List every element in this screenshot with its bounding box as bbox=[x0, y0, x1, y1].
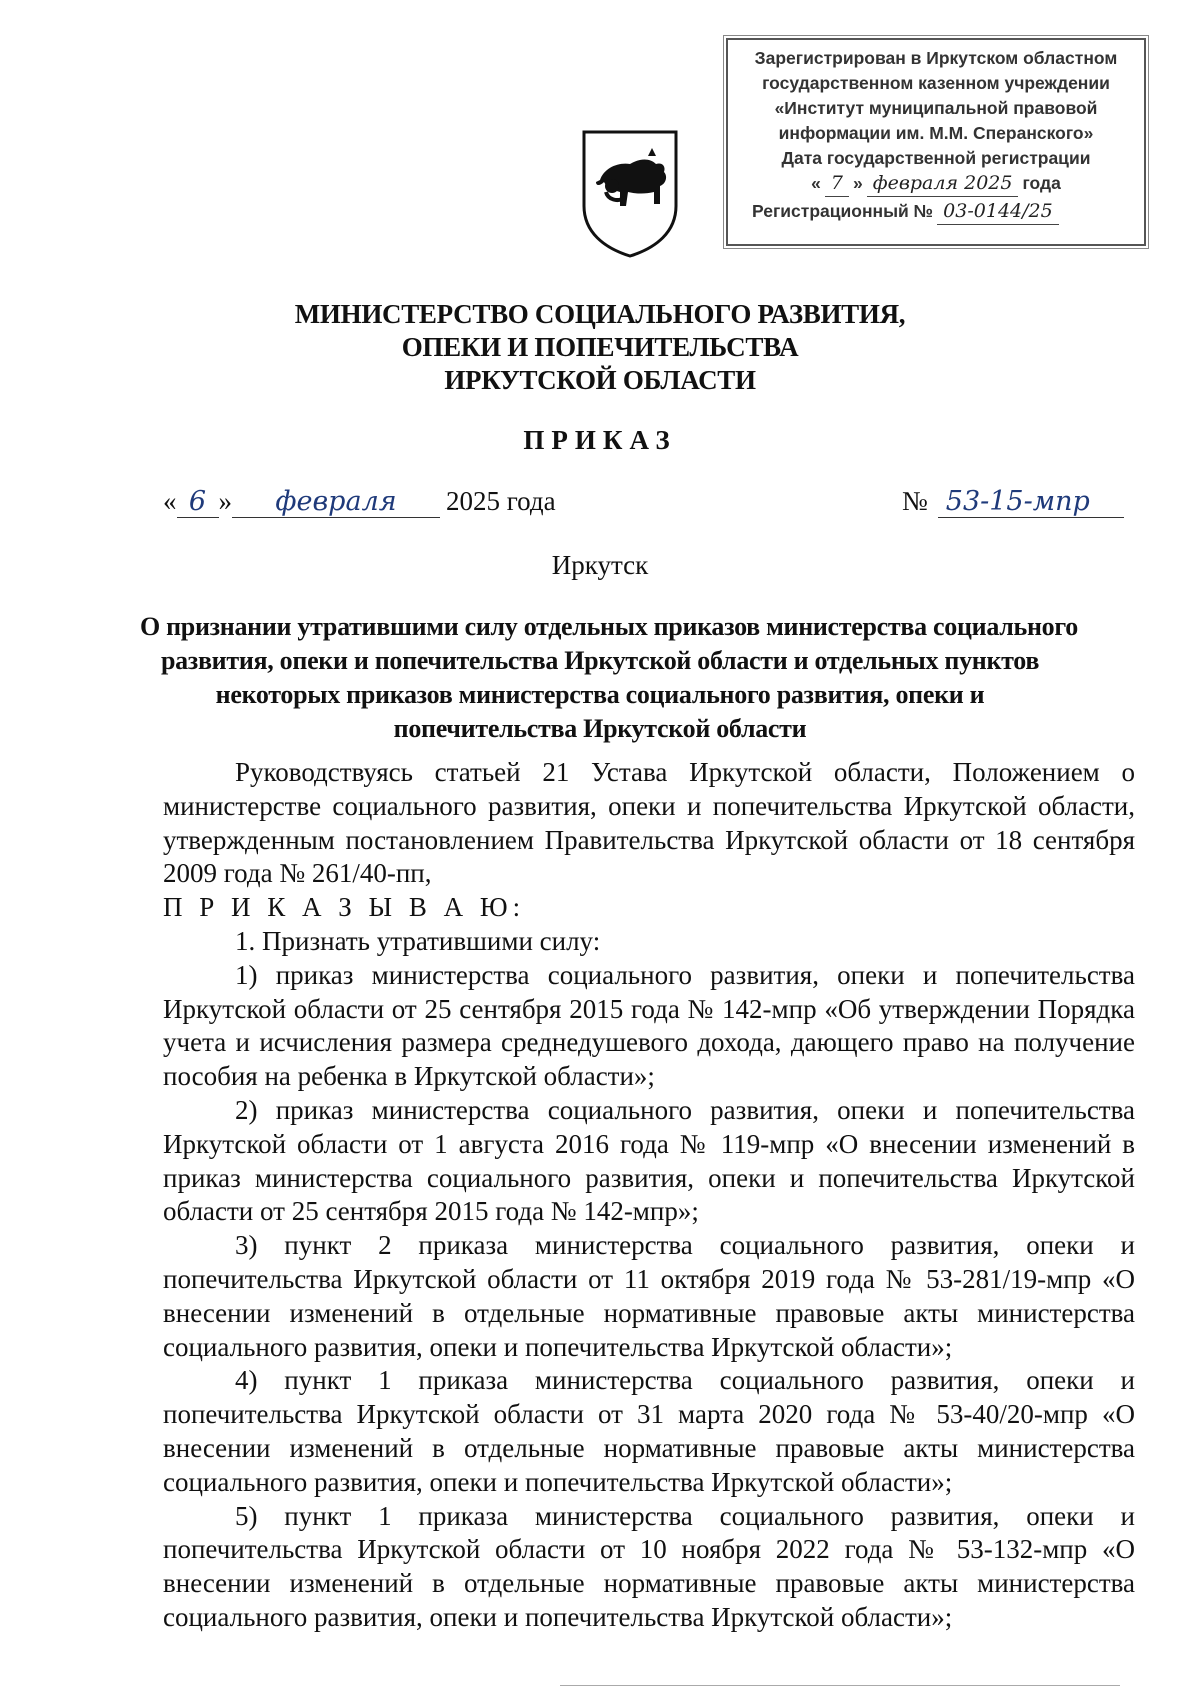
ministry-line-3: ИРКУТСКОЙ ОБЛАСТИ bbox=[444, 365, 756, 395]
stamp-date-row bbox=[728, 171, 1144, 197]
order-date bbox=[163, 486, 556, 518]
stamp-line-5: Дата государственной регистрации bbox=[781, 148, 1091, 168]
subject-line-1: О признании утратившими силу отдельных приказов министерства социального bbox=[140, 612, 1078, 641]
stamp-reg-row bbox=[728, 199, 1144, 225]
stamp-reg-label: Регистрационный № bbox=[752, 201, 934, 221]
stamp-date-year-label: года bbox=[1022, 173, 1061, 193]
item-1: 1. Признать утратившими силу: bbox=[235, 925, 601, 956]
subject-line-4: попечительства Иркутской области bbox=[393, 714, 807, 743]
date-year: 2025 года bbox=[446, 486, 556, 516]
stamp-line-3: «Институт муниципальной правовой bbox=[774, 98, 1098, 118]
order-title: ПРИКАЗ bbox=[523, 425, 677, 455]
stamp-date-mid: » bbox=[852, 173, 863, 193]
stamp-date-month-year: февраля 2025 bbox=[867, 171, 1019, 197]
registration-stamp bbox=[726, 38, 1146, 246]
coat-of-arms-icon bbox=[578, 128, 682, 258]
date-month: февраля bbox=[232, 486, 440, 518]
page-bottom-divider bbox=[560, 1685, 1120, 1686]
stamp-reg-number: 03-0144/25 bbox=[937, 199, 1059, 225]
ministry-line-2: ОПЕКИ И ПОПЕЧИТЕЛЬСТВА bbox=[401, 332, 799, 362]
stamp-date-open: « bbox=[811, 173, 821, 193]
date-day: 6 bbox=[177, 486, 219, 518]
subitem-3: 3) пункт 2 приказа министерства социального развития, опеки и попечительства Иркутской области от 11 октября 2019 года № 53-281/19-мпр «О внесении изменений в отдельные нормативные правовые акты министерства социального развития, опеки и попечительства Иркутской области»; bbox=[163, 1230, 1135, 1362]
order-number bbox=[902, 486, 1124, 518]
ministry-line-1: МИНИСТЕРСТВО СОЦИАЛЬНОГО РАЗВИТИЯ, bbox=[294, 299, 906, 329]
subitem-2: 2) приказ министерства социального развития, опеки и попечительства Иркутской области от 1 августа 2016 года № 119-мпр «О внесении изменений в приказ министерства социального развития, опеки и попечительства Иркутской области от 25 сентября 2015 года № 142-мпр»; bbox=[163, 1094, 1135, 1227]
order-body bbox=[163, 756, 1135, 1635]
preamble-paragraph: Руководствуясь статьей 21 Устава Иркутской области, Положением о министерстве социального развития, опеки и попечительства Иркутской области, утвержденным постановлением Правительства Иркутской области от 18 сентября 2009 года № 261/40-пп, bbox=[163, 757, 1135, 889]
order-subject bbox=[140, 610, 1078, 746]
prikazyvayu-heading: П Р И К А З Ы В А Ю: bbox=[163, 892, 526, 923]
number-label: № bbox=[902, 486, 928, 516]
subject-line-3: некоторых приказов министерства социального развития, опеки и bbox=[215, 680, 985, 709]
stamp-date-day: 7 bbox=[825, 171, 849, 197]
date-open-quote: « bbox=[163, 486, 177, 516]
subitem-1: 1) приказ министерства социального развития, опеки и попечительства Иркутской области от 25 сентября 2015 года № 142-мпр «Об утверждении Порядка учета и исчисления размера среднедушевого дохода, дающего право на получение пособия на ребенка в Иркутской области»; bbox=[163, 959, 1135, 1092]
city: Иркутск bbox=[551, 550, 649, 580]
subitem-5: 5) пункт 1 приказа министерства социального развития, опеки и попечительства Иркутской области от 10 ноября 2022 года № 53-132-мпр «О внесении изменений в отдельные нормативные правовые акты министерства социального развития, опеки и попечительства Иркутской области»; bbox=[163, 1500, 1135, 1632]
subitem-4: 4) пункт 1 приказа министерства социального развития, опеки и попечительства Иркутской области от 31 марта 2020 года № 53-40/20-мпр «О внесении изменений в отдельные нормативные правовые акты министерства социального развития, опеки и попечительства Иркутской области»; bbox=[163, 1365, 1135, 1497]
date-close-quote: » bbox=[218, 486, 232, 516]
stamp-line-4: информации им. М.М. Сперанского» bbox=[778, 123, 1094, 143]
stamp-line-2: государственном казенном учреждении bbox=[762, 73, 1110, 93]
number-value: 53-15-мпр bbox=[938, 486, 1124, 518]
ministry-heading bbox=[0, 298, 1200, 397]
stamp-line-1: Зарегистрирован в Иркутском областном bbox=[754, 48, 1118, 68]
subject-line-2: развития, опеки и попечительства Иркутской области и отдельных пунктов bbox=[160, 646, 1040, 675]
